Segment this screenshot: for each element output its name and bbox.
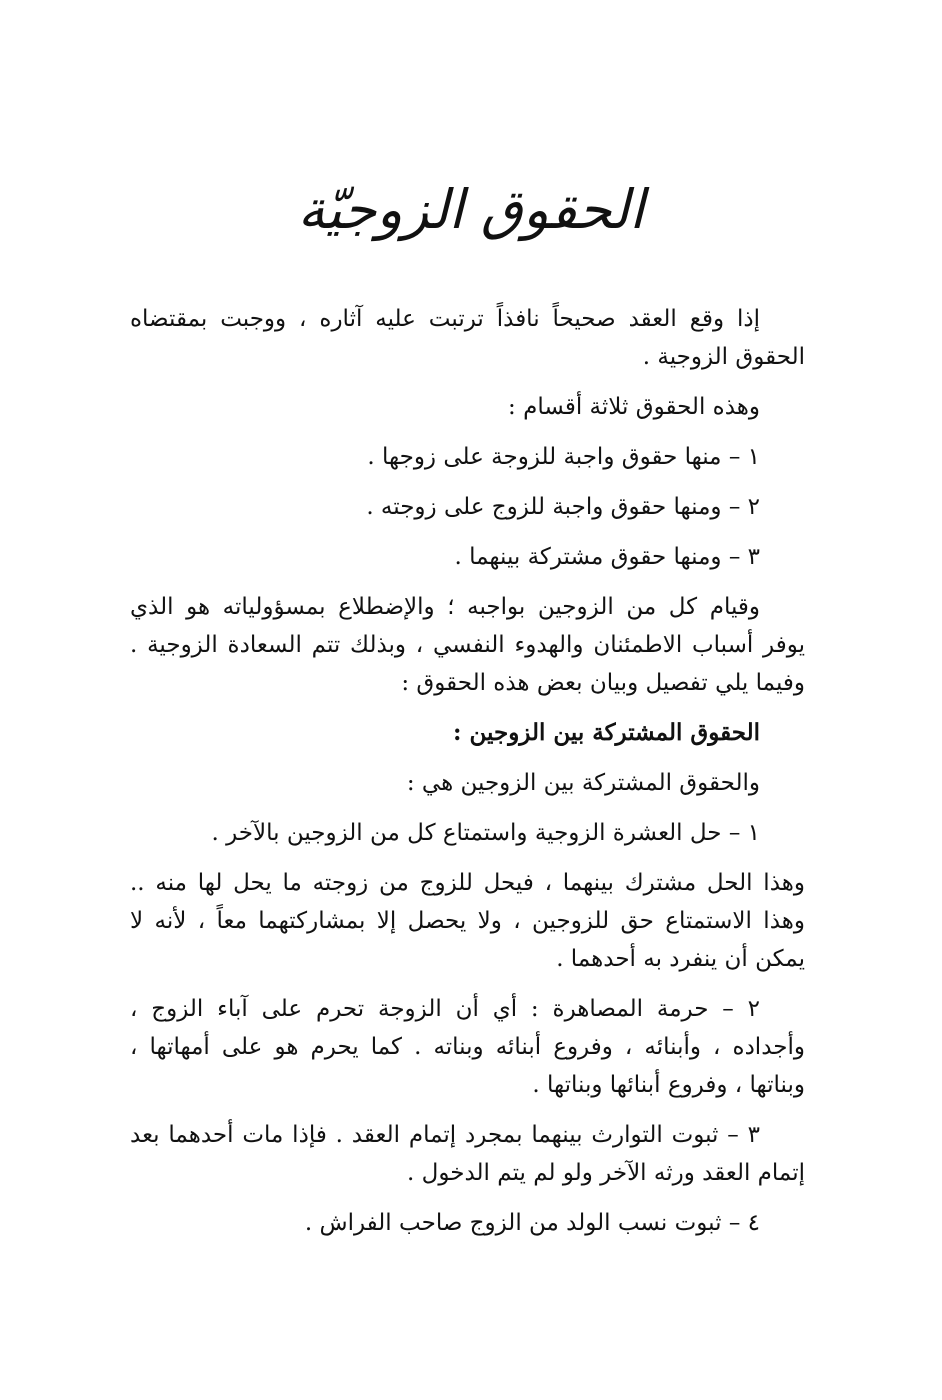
list-item: ٢ – ومنها حقوق واجبة للزوج على زوجته .: [366, 494, 760, 520]
list-item: ٣ – ثبوت التوارث بينهما بمجرد إتمام العقد . فإذا مات أحدهما بعد إتمام العقد ورثه الآخر ولو لم يتم الدخول .: [130, 1122, 805, 1186]
list-item: ١ – حل العشرة الزوجية واستمتاع كل من الزوجين بالآخر .: [211, 820, 760, 846]
shared-rights-explanation: وهذا الحل مشترك بينهما ، فيحل للزوج من زوجته ما يحل لها منه .. وهذا الاستمتاع حق للزوجين ، ولا يحصل إلا بمشاركتهما معاً ، لأنه لا يمكن أن ينفرد به أحدهما .: [130, 870, 805, 972]
page-body: [130, 300, 805, 1254]
list-item: ٣ – ومنها حقوق مشتركة بينهما .: [454, 544, 760, 570]
duties-paragraph: وقيام كل من الزوجين بواجبه ؛ والإضطلاع بمسؤولياته هو الذي يوفر أسباب الاطمئنان والهدوء النفسي ، وبذلك تتم السعادة الزوجية . وفيما يلي تفصيل وبيان بعض هذه الحقوق :: [130, 594, 805, 696]
intro-paragraph: إذا وقع العقد صحيحاً نافذاً ترتبت عليه آثاره ، ووجبت بمقتضاه الحقوق الزوجية .: [130, 306, 805, 370]
section-heading: الحقوق المشتركة بين الزوجين :: [453, 719, 760, 746]
shared-rights-intro: والحقوق المشتركة بين الزوجين هي :: [406, 770, 760, 796]
page-title: الحقوق الزوجيّة: [297, 178, 645, 241]
sections-intro: وهذه الحقوق ثلاثة أقسام :: [508, 394, 760, 420]
list-item: ١ – منها حقوق واجبة للزوجة على زوجها .: [367, 444, 760, 470]
list-item: ٤ – ثبوت نسب الولد من الزوج صاحب الفراش .: [304, 1210, 760, 1236]
list-item: ٢ – حرمة المصاهرة : أي أن الزوجة تحرم على آباء الزوج ، وأجداده ، وأبنائه ، وفروع أبنائه وبناته . كما يحرم هو على أمهاتها ، وبناتها ، وفروع أبنائها وبناتها .: [130, 996, 805, 1098]
